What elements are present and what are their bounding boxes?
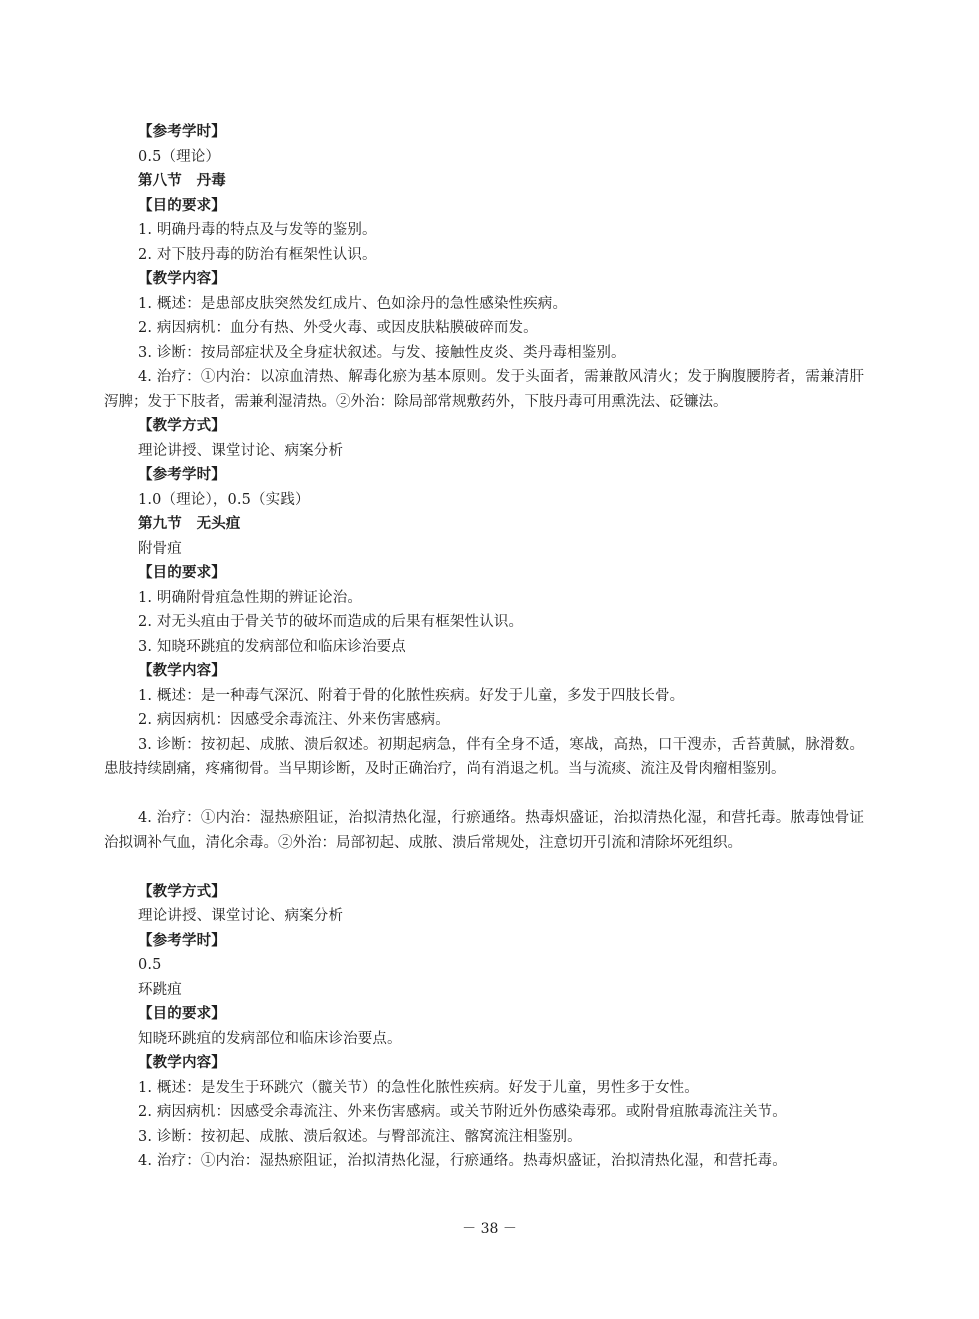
heading-content: 【教学内容】 xyxy=(138,662,226,679)
text-line: 2. 对无头疽由于骨关节的破坏而造成的后果有框架性认识。 xyxy=(138,614,524,630)
heading-teaching-method: 【教学方式】 xyxy=(138,882,226,900)
heading-reference-hours: 【参考学时】 xyxy=(138,123,226,140)
text-line: 理论讲授、课堂讨论、病案分析 xyxy=(138,908,344,924)
paragraph-treatment: 4. 治疗：①内治：湿热瘀阻证，治拟清热化湿，行瘀通络。热毒炽盛证，治拟清热化湿，和营托毒。脓毒蚀骨证治拟调补气血，清化余毒。②外治：局部初起、成脓、溃后常规处，注意切开引流和清除坏死组织。 xyxy=(104,810,864,851)
heading-content: 【教学内容】 xyxy=(138,1054,226,1071)
heading-objectives: 【目的要求】 xyxy=(138,196,226,214)
subsection-title: 附骨疽 xyxy=(138,540,182,557)
heading-objectives: 【目的要求】 xyxy=(138,1005,226,1022)
text-line: 3. 诊断：按初起、成脓、溃后叙述。与臀部流注、髂窝流注相鉴别。 xyxy=(138,1128,582,1145)
text-line: 知晓环跳疽的发病部位和临床诊治要点。 xyxy=(138,1030,402,1047)
heading-reference-hours: 【参考学时】 xyxy=(138,931,226,949)
text-line: 2. 病因病机：因感受余毒流注、外来伤害感病。或关节附近外伤感染毒邪。或附骨疽脓毒流注关节。 xyxy=(138,1104,787,1120)
text-line: 3. 知晓环跳疽的发病部位和临床诊治要点 xyxy=(138,638,406,655)
text-line: 1. 概述：是患部皮肤突然发红成片、色如涂丹的急性感染性疾病。 xyxy=(138,295,568,312)
text-line: 2. 对下肢丹毒的防治有框架性认识。 xyxy=(138,246,377,263)
text-line: 理论讲授、课堂讨论、病案分析 xyxy=(138,442,344,459)
text-line: 0.5（理论） xyxy=(138,148,221,165)
heading-objectives: 【目的要求】 xyxy=(138,564,226,581)
subsection-title: 环跳疽 xyxy=(138,981,182,998)
text-line: 1. 明确附骨疽急性期的辨证论治。 xyxy=(138,589,362,606)
paragraph-treatment: 4. 治疗：①内治：以凉血清热、解毒化瘀为基本原则。发于头面者，需兼散风清火；发于胸腹腰胯者，需兼清肝泻脾；发于下肢者，需兼利湿清热。②外治：除局部常规敷药外，下肢丹毒可用熏洗法、砭镰法。 xyxy=(104,369,864,410)
heading-teaching-method: 【教学方式】 xyxy=(138,417,226,434)
text-line: 1. 明确丹毒的特点及与发等的鉴别。 xyxy=(138,222,377,238)
text-line: 2. 病因病机：因感受余毒流注、外来伤害感病。 xyxy=(138,712,450,728)
text-line: 1. 概述：是一种毒气深沉、附着于骨的化脓性疾病。好发于儿童，多发于四肢长骨。 xyxy=(138,687,685,704)
paragraph-diagnosis: 3. 诊断：按初起、成脓、溃后叙述。初期起病急，伴有全身不适，寒战，高热，口干溲赤，舌苔黄腻，脉滑数。患肢持续剧痛，疼痛彻骨。当早期诊断，及时正确治疗，尚有消退之机。当与流痰、流注及骨肉瘤相鉴别。 xyxy=(104,736,864,777)
heading-reference-hours: 【参考学时】 xyxy=(138,466,226,483)
section-title-8: 第八节 丹毒 xyxy=(138,172,226,189)
text-line: 4. 治疗：①内治：湿热瘀阻证，治拟清热化湿，行瘀通络。热毒炽盛证，治拟清热化湿，和营托毒。 xyxy=(138,1153,787,1169)
section-title-9: 第九节 无头疽 xyxy=(138,515,241,532)
heading-content: 【教学内容】 xyxy=(138,270,226,287)
text-line: 1. 概述：是发生于环跳穴（髋关节）的急性化脓性疾病。好发于儿童，男性多于女性。 xyxy=(138,1079,699,1096)
text-line: 3. 诊断：按局部症状及全身症状叙述。与发、接触性皮炎、类丹毒相鉴别。 xyxy=(138,344,626,361)
text-line: 2. 病因病机：血分有热、外受火毒、或因皮肤粘膜破碎而发。 xyxy=(138,320,538,336)
page-body xyxy=(104,120,864,1174)
page-number: － 38 － xyxy=(462,1221,517,1237)
text-line: 1.0（理论），0.5（实践） xyxy=(138,491,310,508)
text-line: 0.5 xyxy=(138,957,162,973)
